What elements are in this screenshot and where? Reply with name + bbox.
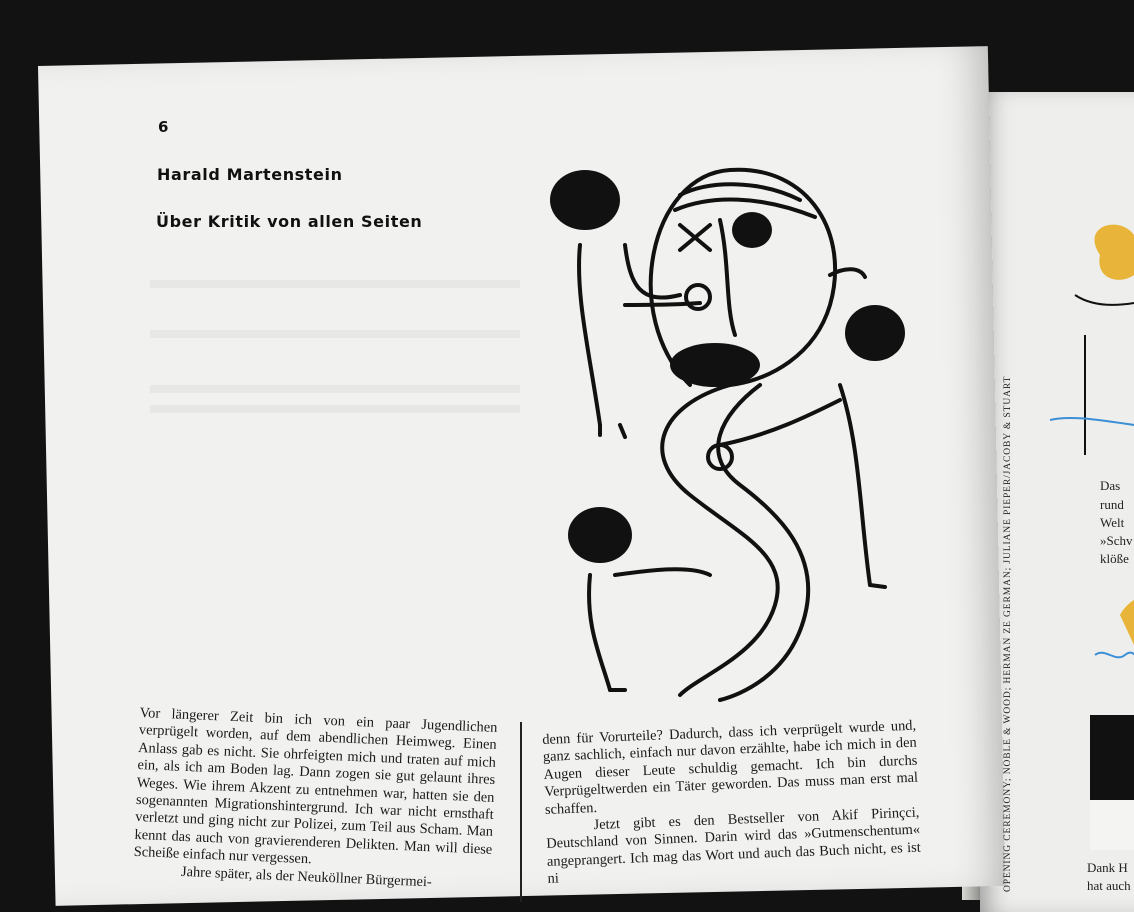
paragraph: Jetzt gibt es den Bestseller von Akif Pirinçci, Deutschland von Sinnen. Darin wird das »Gutmenschentum« angeprangert. Ich mag das Wort und auch das Buch nicht, es ist ni (546, 804, 922, 888)
keyboard-graphic (1090, 800, 1134, 850)
paragraph: Vor längerer Zeit bin ich von ein paar Jugendlichen verprügelt worden, auf dem abendlichen Heimweg. Einen Anlass gab es nicht. Sie ohrfeigten mich und traten auf mich ein, als ich am Boden lag. Dann zogen sie gut gelaunt ihres Weges. Wie ihrem Akzent zu entnehmen war, hatten sie den sogenannten Migrationshintergrund. Ich war nicht ernsthaft verletzt und ging nicht zur Polizei, zum Teil aus Scham. Man kennt das auch von gravierenderen Delikten. Man will diese Scheiße einfach nur vergessen. (133, 705, 498, 868)
side-snippet: Welt (1100, 515, 1125, 530)
page-number: 6 (158, 118, 169, 136)
side-snippet: »Schv (1100, 533, 1133, 548)
author-name: Harald Martenstein (157, 165, 343, 184)
side-snippet: Dank H (1087, 860, 1128, 875)
caricature-illustration (530, 155, 920, 715)
show-through (150, 405, 520, 413)
side-snippet: klöße (1100, 551, 1129, 566)
photo-credit: OPENING CEREMONY; NOBLE & WOOD; HERMAN ZE GERMAN; JULIANE PIEPER/JACOBY & STUART (1003, 375, 1013, 892)
show-through (150, 330, 520, 338)
paragraph: Jahre später, als der Neuköllner Bürgermei- (180, 863, 433, 891)
article-headline: Über Kritik von allen Seiten (156, 212, 423, 231)
column-rule (520, 722, 522, 902)
side-snippet: rund (1100, 497, 1124, 512)
paragraph: denn für Vorurteile? Dadurch, dass ich verprügelt wurde und, ganz sachlich, einfach nur davon erzählte, habe ich mich in den Augen dieser Leute schuldig gemacht. Ich bin durchs Verprügeltwerden ein Täter geworden. Das muss man erst mal schaffen. (542, 717, 919, 818)
article-column-left (133, 705, 498, 894)
side-snippet: Das (1100, 478, 1121, 493)
show-through (150, 385, 520, 393)
right-page-illustration (1040, 215, 1134, 675)
article-column-right (542, 718, 922, 889)
show-through (150, 280, 520, 288)
side-snippet: hat auch (1087, 878, 1131, 893)
